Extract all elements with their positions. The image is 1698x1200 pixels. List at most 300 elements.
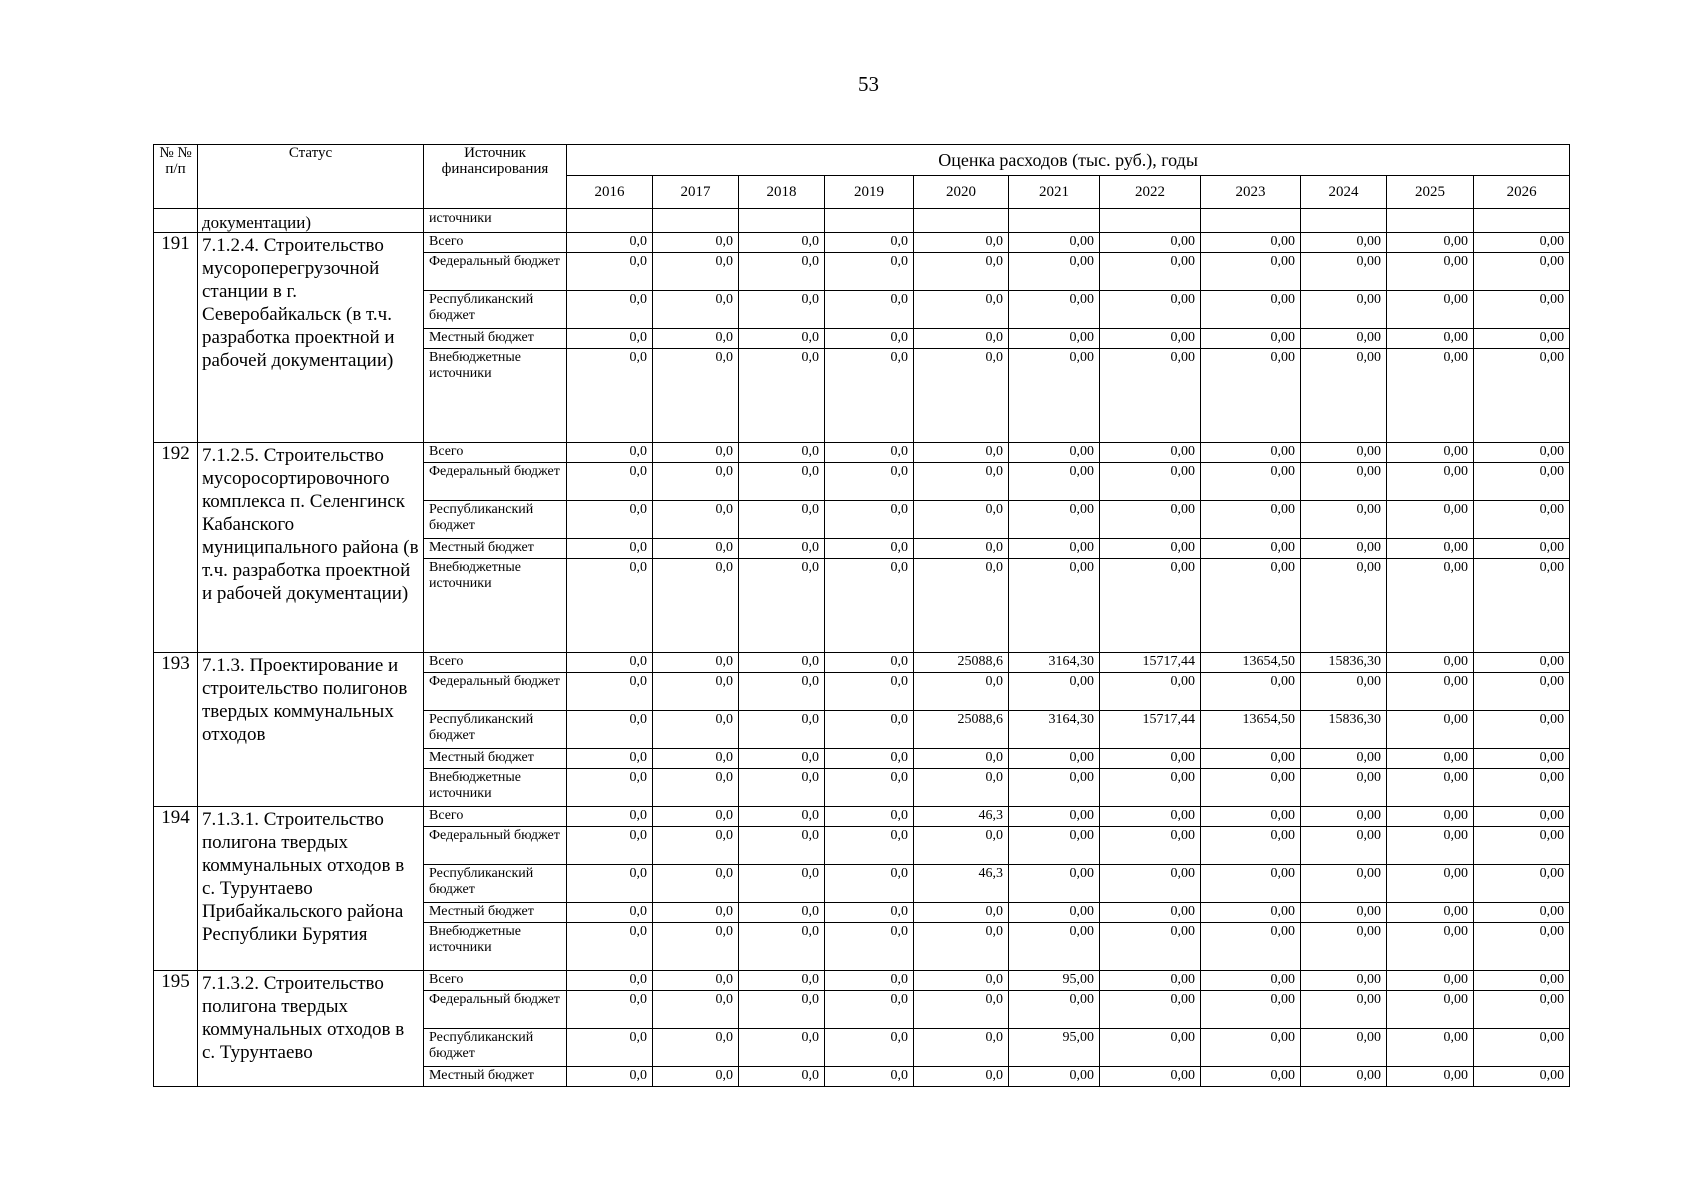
amount-cell: 0,00 xyxy=(1387,501,1474,539)
amount-cell: 0,0 xyxy=(739,903,825,923)
financing-source: Местный бюджет xyxy=(424,329,567,349)
amount-cell: 0,00 xyxy=(1100,991,1201,1029)
cont-source-tail: источники xyxy=(424,209,567,233)
amount-cell: 0,00 xyxy=(1301,923,1387,971)
amount-cell: 0,0 xyxy=(653,769,739,807)
cont-value-cell xyxy=(1100,209,1201,233)
amount-cell: 0,0 xyxy=(739,827,825,865)
amount-cell: 0,0 xyxy=(825,653,914,673)
amount-cell: 0,00 xyxy=(1201,233,1301,253)
amount-cell: 95,00 xyxy=(1009,971,1100,991)
cont-value-cell xyxy=(1201,209,1301,233)
amount-cell: 0,0 xyxy=(567,1029,653,1067)
cont-num-cell xyxy=(154,209,198,233)
amount-cell: 13654,50 xyxy=(1201,711,1301,749)
financing-source: Внебюджетные источники xyxy=(424,349,567,443)
amount-cell: 0,00 xyxy=(1387,971,1474,991)
table-row xyxy=(154,971,1570,991)
amount-cell: 0,0 xyxy=(653,559,739,653)
cont-status-tail: документации) xyxy=(198,209,424,233)
amount-cell: 0,0 xyxy=(567,501,653,539)
financing-source: Федеральный бюджет xyxy=(424,827,567,865)
amount-cell: 0,00 xyxy=(1301,903,1387,923)
amount-cell: 0,0 xyxy=(653,539,739,559)
amount-cell: 0,00 xyxy=(1474,233,1570,253)
amount-cell: 0,00 xyxy=(1474,559,1570,653)
financing-source: Внебюджетные источники xyxy=(424,559,567,653)
amount-cell: 15717,44 xyxy=(1100,653,1201,673)
amount-cell: 0,00 xyxy=(1009,559,1100,653)
financing-source: Республиканский бюджет xyxy=(424,865,567,903)
amount-cell: 0,00 xyxy=(1474,673,1570,711)
amount-cell: 0,00 xyxy=(1301,501,1387,539)
amount-cell: 3164,30 xyxy=(1009,653,1100,673)
amount-cell: 0,00 xyxy=(1387,253,1474,291)
amount-cell: 15836,30 xyxy=(1301,653,1387,673)
amount-cell: 0,0 xyxy=(825,827,914,865)
financing-source: Республиканский бюджет xyxy=(424,501,567,539)
amount-cell: 0,00 xyxy=(1387,329,1474,349)
amount-cell: 0,00 xyxy=(1301,1067,1387,1087)
amount-cell: 0,00 xyxy=(1009,329,1100,349)
cont-value-cell xyxy=(1009,209,1100,233)
amount-cell: 0,0 xyxy=(653,865,739,903)
amount-cell: 0,00 xyxy=(1201,673,1301,711)
amount-cell: 0,0 xyxy=(653,827,739,865)
amount-cell: 0,00 xyxy=(1201,1029,1301,1067)
amount-cell: 0,00 xyxy=(1301,1029,1387,1067)
amount-cell: 0,0 xyxy=(914,749,1009,769)
amount-cell: 0,0 xyxy=(825,807,914,827)
financing-source: Местный бюджет xyxy=(424,749,567,769)
financing-source: Внебюджетные источники xyxy=(424,923,567,971)
amount-cell: 0,00 xyxy=(1009,291,1100,329)
amount-cell: 0,0 xyxy=(825,253,914,291)
amount-cell: 0,00 xyxy=(1201,749,1301,769)
financing-source: Внебюджетные источники xyxy=(424,769,567,807)
header-year: 2026 xyxy=(1474,176,1570,209)
row-number: 195 xyxy=(154,971,198,1087)
amount-cell: 0,0 xyxy=(739,1067,825,1087)
amount-cell: 0,0 xyxy=(653,673,739,711)
amount-cell: 0,00 xyxy=(1474,991,1570,1029)
amount-cell: 0,0 xyxy=(914,971,1009,991)
amount-cell: 0,00 xyxy=(1009,991,1100,1029)
amount-cell: 0,00 xyxy=(1474,903,1570,923)
amount-cell: 0,00 xyxy=(1009,749,1100,769)
amount-cell: 0,0 xyxy=(825,233,914,253)
amount-cell: 0,0 xyxy=(739,1029,825,1067)
amount-cell: 0,0 xyxy=(825,443,914,463)
amount-cell: 0,00 xyxy=(1009,253,1100,291)
financing-source: Местный бюджет xyxy=(424,903,567,923)
amount-cell: 0,00 xyxy=(1201,559,1301,653)
amount-cell: 0,0 xyxy=(825,711,914,749)
amount-cell: 0,0 xyxy=(653,923,739,971)
amount-cell: 0,0 xyxy=(567,349,653,443)
amount-cell: 0,0 xyxy=(567,971,653,991)
cont-value-cell xyxy=(739,209,825,233)
amount-cell: 0,00 xyxy=(1009,827,1100,865)
amount-cell: 0,00 xyxy=(1474,253,1570,291)
cont-value-cell xyxy=(914,209,1009,233)
amount-cell: 0,00 xyxy=(1474,291,1570,329)
financing-source: Федеральный бюджет xyxy=(424,463,567,501)
amount-cell: 0,0 xyxy=(914,1029,1009,1067)
amount-cell: 0,00 xyxy=(1100,443,1201,463)
amount-cell: 0,00 xyxy=(1100,827,1201,865)
amount-cell: 0,00 xyxy=(1301,539,1387,559)
amount-cell: 0,0 xyxy=(914,1067,1009,1087)
financing-source: Местный бюджет xyxy=(424,539,567,559)
amount-cell: 0,0 xyxy=(825,903,914,923)
amount-cell: 0,00 xyxy=(1474,1067,1570,1087)
amount-cell: 0,0 xyxy=(653,501,739,539)
amount-cell: 0,00 xyxy=(1474,539,1570,559)
amount-cell: 0,00 xyxy=(1387,1029,1474,1067)
financing-source: Республиканский бюджет xyxy=(424,711,567,749)
amount-cell: 0,00 xyxy=(1387,991,1474,1029)
amount-cell: 0,0 xyxy=(567,559,653,653)
amount-cell: 0,00 xyxy=(1100,539,1201,559)
header-year: 2025 xyxy=(1387,176,1474,209)
amount-cell: 0,00 xyxy=(1387,653,1474,673)
amount-cell: 0,0 xyxy=(825,923,914,971)
amount-cell: 0,0 xyxy=(567,233,653,253)
amount-cell: 0,00 xyxy=(1201,329,1301,349)
amount-cell: 0,00 xyxy=(1201,923,1301,971)
budget-table xyxy=(153,144,1570,1087)
amount-cell: 0,00 xyxy=(1201,1067,1301,1087)
page-number: 53 xyxy=(858,72,879,96)
financing-source: Всего xyxy=(424,233,567,253)
amount-cell: 0,00 xyxy=(1387,711,1474,749)
header-year: 2020 xyxy=(914,176,1009,209)
amount-cell: 0,0 xyxy=(567,827,653,865)
amount-cell: 0,00 xyxy=(1301,749,1387,769)
amount-cell: 0,00 xyxy=(1009,501,1100,539)
row-status: 7.1.2.5. Строительство мусоросортировочного комплекса п. Селенгинск Кабанского муниципального района (в т.ч. разработка проектной и рабочей документации) xyxy=(198,443,424,653)
amount-cell: 0,0 xyxy=(914,349,1009,443)
amount-cell: 0,0 xyxy=(914,923,1009,971)
amount-cell: 0,0 xyxy=(914,291,1009,329)
row-number: 194 xyxy=(154,807,198,971)
amount-cell: 95,00 xyxy=(1009,1029,1100,1067)
amount-cell: 0,00 xyxy=(1009,443,1100,463)
amount-cell: 0,00 xyxy=(1301,291,1387,329)
amount-cell: 0,00 xyxy=(1387,1067,1474,1087)
amount-cell: 0,0 xyxy=(825,559,914,653)
amount-cell: 0,0 xyxy=(739,501,825,539)
amount-cell: 0,00 xyxy=(1301,233,1387,253)
amount-cell: 0,0 xyxy=(653,711,739,749)
amount-cell: 0,0 xyxy=(653,329,739,349)
amount-cell: 0,00 xyxy=(1201,807,1301,827)
amount-cell: 0,0 xyxy=(825,971,914,991)
amount-cell: 0,00 xyxy=(1387,923,1474,971)
amount-cell: 0,00 xyxy=(1201,903,1301,923)
amount-cell: 0,0 xyxy=(739,559,825,653)
amount-cell: 0,0 xyxy=(825,1029,914,1067)
amount-cell: 0,00 xyxy=(1474,807,1570,827)
amount-cell: 0,0 xyxy=(739,807,825,827)
amount-cell: 0,00 xyxy=(1100,749,1201,769)
amount-cell: 0,00 xyxy=(1474,653,1570,673)
amount-cell: 0,0 xyxy=(567,865,653,903)
amount-cell: 0,0 xyxy=(825,673,914,711)
amount-cell: 0,00 xyxy=(1009,673,1100,711)
amount-cell: 0,00 xyxy=(1009,865,1100,903)
financing-source: Всего xyxy=(424,443,567,463)
amount-cell: 0,00 xyxy=(1474,749,1570,769)
amount-cell: 0,00 xyxy=(1100,971,1201,991)
cont-value-cell xyxy=(1301,209,1387,233)
amount-cell: 0,00 xyxy=(1009,1067,1100,1087)
amount-cell: 0,0 xyxy=(914,463,1009,501)
financing-source: Федеральный бюджет xyxy=(424,991,567,1029)
amount-cell: 0,00 xyxy=(1474,971,1570,991)
amount-cell: 0,00 xyxy=(1009,903,1100,923)
financing-source: Федеральный бюджет xyxy=(424,673,567,711)
amount-cell: 0,0 xyxy=(653,1067,739,1087)
amount-cell: 0,0 xyxy=(653,991,739,1029)
row-status: 7.1.2.4. Строительство мусороперегрузочной станции в г. Северобайкальск (в т.ч. разработка проектной и рабочей документации) xyxy=(198,233,424,443)
amount-cell: 0,00 xyxy=(1301,253,1387,291)
row-number: 191 xyxy=(154,233,198,443)
amount-cell: 0,00 xyxy=(1387,673,1474,711)
amount-cell: 0,0 xyxy=(567,769,653,807)
amount-cell: 0,00 xyxy=(1301,559,1387,653)
amount-cell: 0,00 xyxy=(1301,807,1387,827)
amount-cell: 25088,6 xyxy=(914,711,1009,749)
amount-cell: 0,0 xyxy=(567,807,653,827)
amount-cell: 0,00 xyxy=(1301,329,1387,349)
amount-cell: 0,00 xyxy=(1100,329,1201,349)
amount-cell: 0,0 xyxy=(914,769,1009,807)
amount-cell: 0,00 xyxy=(1009,539,1100,559)
cont-value-cell xyxy=(1387,209,1474,233)
amount-cell: 0,00 xyxy=(1301,443,1387,463)
amount-cell: 0,0 xyxy=(653,463,739,501)
amount-cell: 0,0 xyxy=(653,653,739,673)
amount-cell: 0,00 xyxy=(1387,827,1474,865)
amount-cell: 0,0 xyxy=(914,253,1009,291)
amount-cell: 0,00 xyxy=(1009,463,1100,501)
amount-cell: 0,00 xyxy=(1301,673,1387,711)
amount-cell: 0,00 xyxy=(1387,291,1474,329)
amount-cell: 0,0 xyxy=(653,807,739,827)
amount-cell: 0,0 xyxy=(567,923,653,971)
amount-cell: 0,00 xyxy=(1100,865,1201,903)
amount-cell: 0,0 xyxy=(567,443,653,463)
row-number: 193 xyxy=(154,653,198,807)
financing-source: Всего xyxy=(424,971,567,991)
amount-cell: 0,0 xyxy=(739,349,825,443)
amount-cell: 0,0 xyxy=(825,749,914,769)
amount-cell: 0,0 xyxy=(653,1029,739,1067)
amount-cell: 0,0 xyxy=(914,673,1009,711)
amount-cell: 0,0 xyxy=(653,349,739,443)
amount-cell: 0,0 xyxy=(653,971,739,991)
amount-cell: 3164,30 xyxy=(1009,711,1100,749)
amount-cell: 0,00 xyxy=(1474,769,1570,807)
amount-cell: 0,00 xyxy=(1100,501,1201,539)
amount-cell: 0,00 xyxy=(1387,233,1474,253)
header-year: 2016 xyxy=(567,176,653,209)
amount-cell: 0,00 xyxy=(1201,971,1301,991)
amount-cell: 0,0 xyxy=(825,769,914,807)
amount-cell: 0,0 xyxy=(825,349,914,443)
row-number: 192 xyxy=(154,443,198,653)
continuation-row xyxy=(154,209,1570,233)
amount-cell: 0,0 xyxy=(567,329,653,349)
amount-cell: 0,0 xyxy=(739,291,825,329)
amount-cell: 0,0 xyxy=(653,443,739,463)
amount-cell: 0,00 xyxy=(1100,903,1201,923)
amount-cell: 0,00 xyxy=(1201,539,1301,559)
amount-cell: 15717,44 xyxy=(1100,711,1201,749)
amount-cell: 0,0 xyxy=(567,291,653,329)
amount-cell: 0,0 xyxy=(739,991,825,1029)
amount-cell: 0,0 xyxy=(653,253,739,291)
table-row xyxy=(154,653,1570,673)
amount-cell: 0,0 xyxy=(739,749,825,769)
amount-cell: 0,0 xyxy=(914,903,1009,923)
amount-cell: 0,0 xyxy=(567,711,653,749)
amount-cell: 0,0 xyxy=(914,827,1009,865)
amount-cell: 0,00 xyxy=(1474,329,1570,349)
amount-cell: 0,00 xyxy=(1474,827,1570,865)
amount-cell: 0,00 xyxy=(1387,749,1474,769)
amount-cell: 0,00 xyxy=(1387,443,1474,463)
amount-cell: 0,0 xyxy=(567,673,653,711)
header-status: Статус xyxy=(198,145,424,209)
amount-cell: 0,0 xyxy=(739,233,825,253)
amount-cell: 0,00 xyxy=(1100,559,1201,653)
amount-cell: 0,00 xyxy=(1474,349,1570,443)
amount-cell: 0,00 xyxy=(1100,291,1201,329)
header-year: 2022 xyxy=(1100,176,1201,209)
amount-cell: 0,00 xyxy=(1100,349,1201,443)
amount-cell: 46,3 xyxy=(914,807,1009,827)
header-year: 2018 xyxy=(739,176,825,209)
financing-source: Республиканский бюджет xyxy=(424,291,567,329)
table-row xyxy=(154,233,1570,253)
amount-cell: 0,0 xyxy=(739,865,825,903)
amount-cell: 0,00 xyxy=(1009,807,1100,827)
amount-cell: 0,00 xyxy=(1100,463,1201,501)
amount-cell: 0,00 xyxy=(1474,1029,1570,1067)
amount-cell: 0,0 xyxy=(914,559,1009,653)
amount-cell: 0,00 xyxy=(1474,501,1570,539)
amount-cell: 0,00 xyxy=(1201,865,1301,903)
amount-cell: 0,00 xyxy=(1387,539,1474,559)
table-row xyxy=(154,807,1570,827)
amount-cell: 0,0 xyxy=(739,711,825,749)
amount-cell: 0,0 xyxy=(825,539,914,559)
amount-cell: 0,0 xyxy=(567,653,653,673)
amount-cell: 0,0 xyxy=(739,971,825,991)
amount-cell: 0,00 xyxy=(1387,903,1474,923)
financing-source: Местный бюджет xyxy=(424,1067,567,1087)
amount-cell: 0,00 xyxy=(1201,501,1301,539)
amount-cell: 0,0 xyxy=(567,539,653,559)
row-status: 7.1.3.2. Строительство полигона твердых коммунальных отходов в с. Турунтаево xyxy=(198,971,424,1087)
amount-cell: 0,00 xyxy=(1100,233,1201,253)
amount-cell: 0,0 xyxy=(914,539,1009,559)
financing-source: Республиканский бюджет xyxy=(424,1029,567,1067)
header-year: 2023 xyxy=(1201,176,1301,209)
header-source: Источник финансирования xyxy=(424,145,567,209)
amount-cell: 0,0 xyxy=(567,253,653,291)
amount-cell: 0,00 xyxy=(1301,865,1387,903)
amount-cell: 0,0 xyxy=(914,501,1009,539)
amount-cell: 0,00 xyxy=(1009,923,1100,971)
amount-cell: 0,00 xyxy=(1201,349,1301,443)
cont-value-cell xyxy=(653,209,739,233)
amount-cell: 0,0 xyxy=(739,769,825,807)
header-year: 2021 xyxy=(1009,176,1100,209)
amount-cell: 0,00 xyxy=(1201,463,1301,501)
amount-cell: 0,00 xyxy=(1009,233,1100,253)
amount-cell: 0,00 xyxy=(1474,923,1570,971)
amount-cell: 25088,6 xyxy=(914,653,1009,673)
amount-cell: 0,00 xyxy=(1474,865,1570,903)
amount-cell: 0,00 xyxy=(1301,349,1387,443)
amount-cell: 0,00 xyxy=(1474,463,1570,501)
amount-cell: 0,00 xyxy=(1100,673,1201,711)
amount-cell: 0,0 xyxy=(653,291,739,329)
row-status: 7.1.3.1. Строительство полигона твердых коммунальных отходов в с. Турунтаево Прибайкальского района Республики Бурятия xyxy=(198,807,424,971)
amount-cell: 0,0 xyxy=(739,673,825,711)
header-title: Оценка расходов (тыс. руб.), годы xyxy=(567,145,1570,176)
amount-cell: 0,0 xyxy=(739,653,825,673)
amount-cell: 0,0 xyxy=(653,903,739,923)
financing-source: Федеральный бюджет xyxy=(424,253,567,291)
amount-cell: 0,0 xyxy=(739,463,825,501)
amount-cell: 0,0 xyxy=(653,749,739,769)
amount-cell: 0,00 xyxy=(1201,827,1301,865)
financing-source: Всего xyxy=(424,807,567,827)
amount-cell: 0,0 xyxy=(825,1067,914,1087)
header-year: 2024 xyxy=(1301,176,1387,209)
amount-cell: 0,0 xyxy=(739,923,825,971)
header-year: 2019 xyxy=(825,176,914,209)
amount-cell: 0,00 xyxy=(1301,971,1387,991)
amount-cell: 0,00 xyxy=(1387,349,1474,443)
amount-cell: 46,3 xyxy=(914,865,1009,903)
amount-cell: 0,00 xyxy=(1301,463,1387,501)
row-status: 7.1.3. Проектирование и строительство полигонов твердых коммунальных отходов xyxy=(198,653,424,807)
amount-cell: 0,0 xyxy=(653,233,739,253)
amount-cell: 0,0 xyxy=(825,291,914,329)
amount-cell: 0,0 xyxy=(739,329,825,349)
amount-cell: 0,0 xyxy=(567,991,653,1029)
amount-cell: 0,0 xyxy=(739,253,825,291)
amount-cell: 13654,50 xyxy=(1201,653,1301,673)
table-row xyxy=(154,443,1570,463)
amount-cell: 0,00 xyxy=(1301,769,1387,807)
amount-cell: 0,0 xyxy=(567,1067,653,1087)
amount-cell: 15836,30 xyxy=(1301,711,1387,749)
header-num: № № п/п xyxy=(154,145,198,209)
amount-cell: 0,00 xyxy=(1100,923,1201,971)
amount-cell: 0,0 xyxy=(567,749,653,769)
amount-cell: 0,00 xyxy=(1100,769,1201,807)
amount-cell: 0,00 xyxy=(1100,1067,1201,1087)
amount-cell: 0,0 xyxy=(567,903,653,923)
amount-cell: 0,00 xyxy=(1009,769,1100,807)
